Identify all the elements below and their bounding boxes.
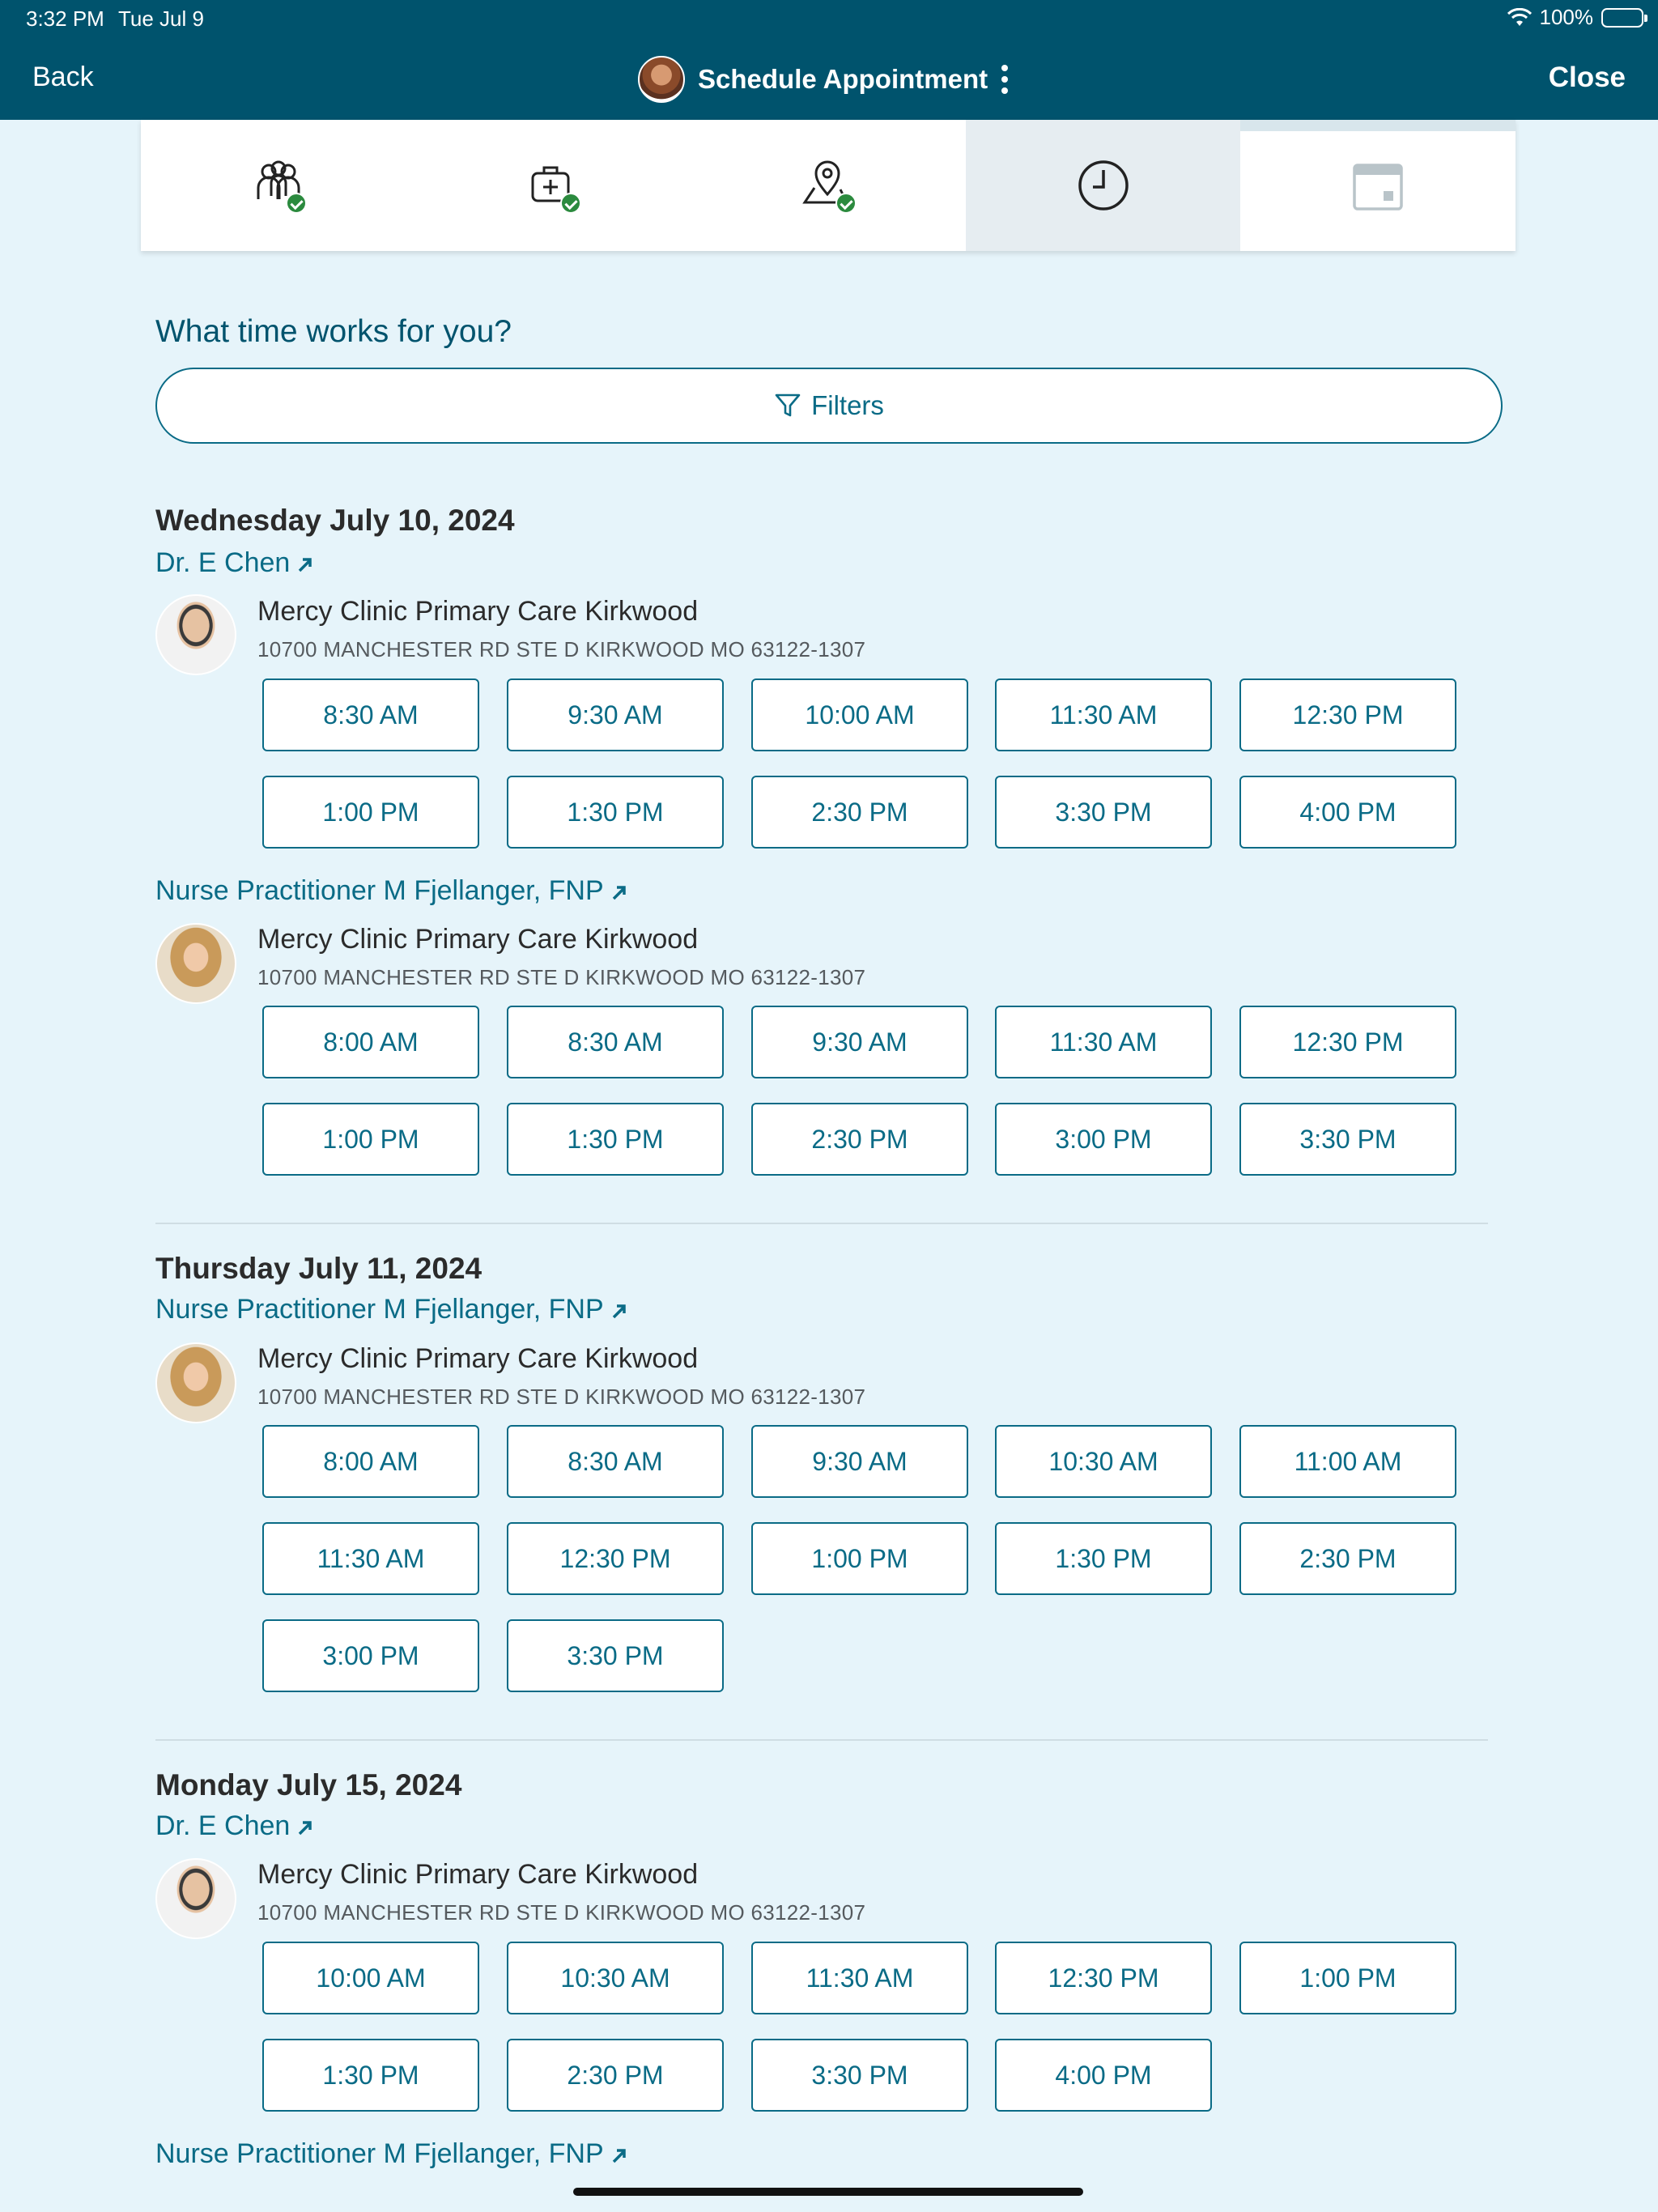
nav-title-group bbox=[638, 55, 1009, 104]
time-slot-button[interactable]: 11:30 AM bbox=[995, 678, 1212, 751]
filter-icon bbox=[774, 392, 801, 419]
close-button[interactable]: Close bbox=[1548, 62, 1626, 93]
step-confirm[interactable] bbox=[1240, 120, 1516, 251]
time-slot-button[interactable]: 9:30 AM bbox=[507, 678, 724, 751]
time-slot-button[interactable]: 1:30 PM bbox=[507, 1103, 724, 1176]
time-slot-button[interactable]: 1:00 PM bbox=[1239, 1942, 1456, 2014]
external-link-icon bbox=[296, 555, 314, 572]
clinic-address: 10700 MANCHESTER RD STE D KIRKWOOD MO 63122-1307 bbox=[257, 1385, 866, 1409]
external-link-icon bbox=[610, 1301, 628, 1319]
clinic-address: 10700 MANCHESTER RD STE D KIRKWOOD MO 63122-1307 bbox=[257, 965, 866, 989]
clinic-name: Mercy Clinic Primary Care Kirkwood bbox=[257, 1859, 699, 1890]
time-slot-button[interactable]: 11:30 AM bbox=[995, 1006, 1212, 1078]
provider-link[interactable] bbox=[155, 1294, 628, 1325]
time-slot-button[interactable]: 10:30 AM bbox=[507, 1942, 724, 2014]
provider-avatar bbox=[155, 1858, 236, 1939]
time-slot-button[interactable]: 9:30 AM bbox=[751, 1425, 968, 1498]
time-slot-button[interactable]: 8:30 AM bbox=[507, 1425, 724, 1498]
back-button[interactable]: Back bbox=[32, 62, 94, 92]
provider-name: Dr. E Chen bbox=[155, 547, 291, 578]
provider-avatar bbox=[155, 1342, 236, 1423]
clinic-name: Mercy Clinic Primary Care Kirkwood bbox=[257, 596, 699, 627]
external-link-icon bbox=[296, 1818, 314, 1836]
filters-label: Filters bbox=[811, 390, 884, 420]
time-slot-button[interactable]: 11:30 AM bbox=[262, 1522, 479, 1595]
time-slot-button[interactable]: 3:00 PM bbox=[262, 1619, 479, 1692]
time-slot-button[interactable]: 1:00 PM bbox=[751, 1522, 968, 1595]
question-heading: What time works for you? bbox=[155, 314, 512, 349]
clinic-address: 10700 MANCHESTER RD STE D KIRKWOOD MO 63122-1307 bbox=[257, 1900, 866, 1925]
time-slot-button[interactable]: 2:30 PM bbox=[751, 1103, 968, 1176]
time-slot-button[interactable]: 4:00 PM bbox=[995, 2039, 1212, 2112]
clinic-name: Mercy Clinic Primary Care Kirkwood bbox=[257, 924, 699, 955]
status-indicators bbox=[1507, 5, 1644, 30]
check-icon bbox=[835, 193, 857, 214]
time-slot-button[interactable]: 3:00 PM bbox=[995, 1103, 1212, 1176]
time-slot-button[interactable]: 2:30 PM bbox=[1239, 1522, 1456, 1595]
time-slot-button[interactable]: 4:00 PM bbox=[1239, 776, 1456, 849]
day-divider bbox=[155, 1739, 1488, 1741]
provider-name: Dr. E Chen bbox=[155, 1810, 291, 1841]
time-slot-button[interactable]: 8:30 AM bbox=[262, 678, 479, 751]
time-slot-button[interactable]: 8:30 AM bbox=[507, 1006, 724, 1078]
provider-link[interactable] bbox=[155, 2138, 628, 2170]
battery-percent: 100% bbox=[1539, 5, 1593, 29]
time-slot-button[interactable]: 11:30 AM bbox=[751, 1942, 968, 2014]
external-link-icon bbox=[610, 883, 628, 900]
time-slot-button[interactable]: 1:30 PM bbox=[995, 1522, 1212, 1595]
clinic-address: 10700 MANCHESTER RD STE D KIRKWOOD MO 63122-1307 bbox=[257, 637, 866, 661]
time-slot-button[interactable]: 1:30 PM bbox=[507, 776, 724, 849]
time-slot-button[interactable]: 3:30 PM bbox=[995, 776, 1212, 849]
wifi-icon bbox=[1507, 8, 1532, 28]
step-provider-type[interactable] bbox=[141, 120, 416, 251]
day-heading: Thursday July 11, 2024 bbox=[155, 1252, 483, 1285]
step-location[interactable] bbox=[691, 120, 966, 251]
avatar[interactable] bbox=[638, 56, 685, 103]
time-slot-button[interactable]: 10:30 AM bbox=[995, 1425, 1212, 1498]
day-divider bbox=[155, 1223, 1488, 1224]
more-options-icon[interactable] bbox=[1001, 65, 1009, 94]
day-heading: Monday July 15, 2024 bbox=[155, 1768, 462, 1802]
status-date: Tue Jul 9 bbox=[118, 6, 204, 31]
step-visit-reason[interactable] bbox=[416, 120, 691, 251]
time-slot-button[interactable]: 12:30 PM bbox=[507, 1522, 724, 1595]
time-slot-button[interactable]: 10:00 AM bbox=[751, 678, 968, 751]
clock-icon bbox=[1072, 154, 1135, 217]
time-slot-button[interactable]: 8:00 AM bbox=[262, 1006, 479, 1078]
time-slot-button[interactable]: 1:00 PM bbox=[262, 776, 479, 849]
time-slot-button[interactable]: 10:00 AM bbox=[262, 1942, 479, 2014]
provider-name: Nurse Practitioner M Fjellanger, FNP bbox=[155, 875, 604, 906]
filters-button[interactable] bbox=[155, 368, 1503, 444]
step-time[interactable] bbox=[966, 120, 1241, 251]
provider-link[interactable] bbox=[155, 875, 628, 907]
time-slot-button[interactable]: 3:30 PM bbox=[751, 2039, 968, 2112]
provider-link[interactable] bbox=[155, 547, 314, 579]
time-slot-button[interactable]: 1:30 PM bbox=[262, 2039, 479, 2112]
calendar-icon bbox=[1346, 154, 1409, 217]
medical-bag-icon bbox=[521, 154, 585, 217]
battery-icon bbox=[1601, 8, 1643, 28]
time-slot-button[interactable]: 8:00 AM bbox=[262, 1425, 479, 1498]
top-bar bbox=[0, 0, 1658, 120]
external-link-icon bbox=[610, 2146, 628, 2163]
time-slot-button[interactable]: 12:30 PM bbox=[1239, 1006, 1456, 1078]
time-slot-button[interactable]: 2:30 PM bbox=[507, 2039, 724, 2112]
provider-avatar bbox=[155, 923, 236, 1004]
clinic-name: Mercy Clinic Primary Care Kirkwood bbox=[257, 1343, 699, 1374]
time-slot-button[interactable]: 12:30 PM bbox=[995, 1942, 1212, 2014]
step-progress-tabs bbox=[141, 120, 1516, 251]
home-indicator[interactable] bbox=[573, 2188, 1083, 2196]
day-heading: Wednesday July 10, 2024 bbox=[155, 504, 515, 537]
time-slot-button[interactable]: 2:30 PM bbox=[751, 776, 968, 849]
time-slot-button[interactable]: 3:30 PM bbox=[1239, 1103, 1456, 1176]
page-title: Schedule Appointment bbox=[698, 64, 988, 94]
provider-name: Nurse Practitioner M Fjellanger, FNP bbox=[155, 1294, 604, 1325]
people-icon bbox=[247, 154, 310, 217]
provider-avatar bbox=[155, 594, 236, 675]
check-icon bbox=[286, 193, 307, 214]
time-slot-button[interactable]: 3:30 PM bbox=[507, 1619, 724, 1692]
time-slot-button[interactable]: 12:30 PM bbox=[1239, 678, 1456, 751]
time-slot-button[interactable]: 11:00 AM bbox=[1239, 1425, 1456, 1498]
time-slot-button[interactable]: 1:00 PM bbox=[262, 1103, 479, 1176]
provider-link[interactable] bbox=[155, 1810, 314, 1842]
time-slot-button[interactable]: 9:30 AM bbox=[751, 1006, 968, 1078]
map-pin-icon bbox=[797, 154, 860, 217]
status-time: 3:32 PM bbox=[26, 6, 104, 31]
provider-name: Nurse Practitioner M Fjellanger, FNP bbox=[155, 2138, 604, 2169]
